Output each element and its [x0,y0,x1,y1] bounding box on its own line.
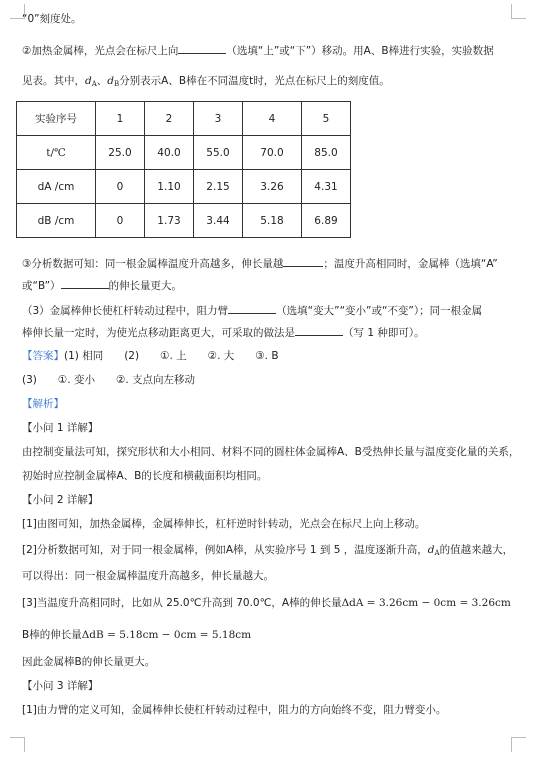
sub2-p2-line2: 可以得出：同一根金属棒温度升高越多，伸长量越大。 [22,570,274,582]
q2-line2 [22,74,522,91]
table-row [17,170,351,204]
part3-line2-post: （写 1 种即可）。 [343,327,425,339]
answer-line2: (3) ①. 变小 ②. 支点向左移动 [22,374,196,386]
sub1-text2: 初始时应控制金属棒A、B的长度和横截面积均相同。 [22,470,268,482]
table-cell: 3.44 [194,204,243,238]
q2-line2-post: 分别表示A、B棒在不同温度t时，光点在标尺上的刻度值。 [119,75,390,87]
sub1-text1: 由控制变量法可知，探究形状和大小相同、材料不同的圆柱体金属棒A、B受热伸长量与温度变化量的关系， [22,446,520,458]
part3-line1 [22,303,522,318]
subscript: B [114,80,120,88]
blank-field[interactable] [283,256,323,267]
q2-line1 [22,43,522,58]
blank-field[interactable] [295,325,343,336]
blank-field[interactable] [61,278,109,289]
table-cell: 70.0 [243,136,302,170]
table-cell: 0 [96,204,145,238]
top-line: “0”刻度处。 [22,13,82,25]
subscript: A [434,549,440,557]
q2-post: （选填“上”或“下”）移动。用A、B棒进行实验，实验数据 [226,45,494,57]
table-cell: 1.10 [145,170,194,204]
q3-line1 [22,256,522,271]
symbol-dA [85,75,97,87]
table-cell: 4.31 [302,170,351,204]
table-row [17,204,351,238]
answer-line1 [22,349,522,363]
row-label: t/℃ [17,136,96,170]
answer-text: (1) 相同 (2) ①. 上 ②. 大 ③. B [64,350,279,362]
table-cell: 0 [96,170,145,204]
table-cell: 5.18 [243,204,302,238]
table-header-cell: 2 [145,102,194,136]
table-row [17,136,351,170]
blank-field[interactable] [178,43,226,54]
formula: ΔdA = 3.26cm − 0cm = 3.26cm [341,597,511,609]
table-header-cell: 1 [96,102,145,136]
q2-line2-pre: 见表。其中， [22,75,85,87]
symbol-dA [428,544,440,556]
row-label: dA /cm [17,170,96,204]
d-letter: d [107,75,115,87]
part3-pre: （3）金属棒伸长使杠杆转动过程中，阻力臂 [22,305,229,317]
q3-mid: ；温度升高相同时，金属棒（选填“A” [323,258,498,270]
subscript: A [91,80,97,88]
q3-line2-post: 的伸长量更大。 [108,280,183,292]
q3-pre: ③分析数据可知：同一根金属棒温度升高越多，伸长量越 [22,258,284,270]
part3-post: （选填“变大”“变小”或“不变”）；同一根金属 [276,305,483,317]
corner-mark [10,737,25,752]
d-letter: d [427,544,435,556]
q3-line2-pre: 或“B”） [22,280,61,292]
table-cell: 85.0 [302,136,351,170]
sub3-tag: 【小问 3 详解】 [22,680,99,692]
table-header-cell: 5 [302,102,351,136]
q3-line2 [22,278,522,293]
table-cell: 25.0 [96,136,145,170]
formula: ΔdB = 5.18cm − 0cm = 5.18cm [81,629,252,641]
sub2-p2 [22,543,522,560]
row-label: dB /cm [17,204,96,238]
corner-mark [511,737,526,752]
part3-line2-pre: 棒伸长量一定时，为使光点移动距离更大，可采取的做法是 [22,327,295,339]
sub2-p2-post: 的值越来越大， [439,544,514,556]
q2-pre: ②加热金属棒，光点会在标尺上向 [22,45,179,57]
table-cell: 40.0 [145,136,194,170]
sub2-p1: [1]由图可知，加热金属棒，金属棒伸长，杠杆逆时针转动，光点会在标尺上向上移动。 [22,518,426,530]
sub2-conclusion: 因此金属棒B的伸长量更大。 [22,656,156,668]
table-cell: 55.0 [194,136,243,170]
sub2-tag: 【小问 2 详解】 [22,494,99,506]
table-cell: 2.15 [194,170,243,204]
symbol-dB [107,75,119,87]
separator: 、 [96,75,108,87]
table-header-cell: 实验序号 [17,102,96,136]
sub2-p3 [22,596,522,610]
table-header-cell: 3 [194,102,243,136]
answer-tag: 【答案】 [22,350,64,362]
sub1-tag: 【小问 1 详解】 [22,422,99,434]
sub2-p3-line2 [22,628,522,642]
table-header-cell: 4 [243,102,302,136]
sub2-p3-line2-pre: B棒的伸长量 [22,629,82,641]
table-header-row [17,102,351,136]
table-cell: 1.73 [145,204,194,238]
d-letter: d [85,75,92,87]
part3-line2 [22,325,522,340]
sub2-p2-pre: [2]分析数据可知，对于同一根金属棒，例如A棒，从实验序号 1 到 5 ，温度逐渐升高， [22,544,428,556]
table-cell: 6.89 [302,204,351,238]
analysis-tag: 【解析】 [22,398,64,410]
data-table [16,101,351,238]
sub2-p3-pre: [3]当温度升高相同时，比如从 25.0℃升高到 70.0℃，A棒的伸长量 [22,597,342,609]
table-cell: 3.26 [243,170,302,204]
sub3-p1: [1]由力臂的定义可知，金属棒伸长使杠杆转动过程中，阻力的方向始终不变，阻力臂变小。 [22,704,447,716]
blank-field[interactable] [228,303,276,314]
